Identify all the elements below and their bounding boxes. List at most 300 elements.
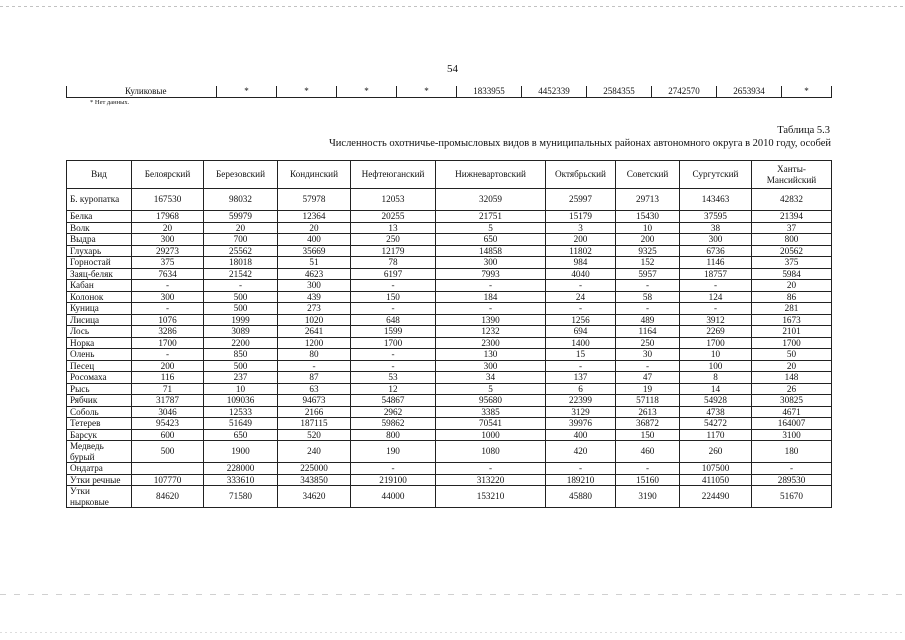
scan-artifact-bottom bbox=[0, 594, 905, 595]
count-cell: 4738 bbox=[680, 406, 752, 418]
count-cell: 273 bbox=[278, 303, 351, 315]
count-cell: 2641 bbox=[278, 326, 351, 338]
count-cell: 500 bbox=[204, 303, 278, 315]
table-row bbox=[67, 429, 832, 441]
count-cell: 400 bbox=[278, 234, 351, 246]
count-cell: 7634 bbox=[132, 268, 204, 280]
count-cell: 300 bbox=[436, 360, 546, 372]
count-cell: 12533 bbox=[204, 406, 278, 418]
table-row bbox=[67, 280, 832, 292]
count-cell: 54928 bbox=[680, 395, 752, 407]
count-cell: 15430 bbox=[616, 211, 680, 223]
count-cell: 130 bbox=[436, 349, 546, 361]
table-row bbox=[67, 257, 832, 269]
count-cell: 71 bbox=[132, 383, 204, 395]
count-cell: - bbox=[546, 360, 616, 372]
count-cell: 150 bbox=[351, 291, 436, 303]
column-header-district: Нефтеюганский bbox=[351, 161, 436, 189]
count-cell: 32059 bbox=[436, 189, 546, 211]
count-cell: 22399 bbox=[546, 395, 616, 407]
count-cell: 51 bbox=[278, 257, 351, 269]
count-cell: 12364 bbox=[278, 211, 351, 223]
count-cell: 411050 bbox=[680, 474, 752, 486]
species-name-cell: Медведь бурый bbox=[67, 441, 132, 463]
count-cell: 648 bbox=[351, 314, 436, 326]
table-row bbox=[67, 486, 832, 508]
count-cell: 1080 bbox=[436, 441, 546, 463]
count-cell: 20 bbox=[752, 360, 832, 372]
count-cell: 107770 bbox=[132, 474, 204, 486]
previous-cell: * bbox=[397, 86, 457, 98]
count-cell: 45880 bbox=[546, 486, 616, 508]
species-name-cell: Олень bbox=[67, 349, 132, 361]
count-cell: 190 bbox=[351, 441, 436, 463]
count-cell: 29273 bbox=[132, 245, 204, 257]
count-cell: 187115 bbox=[278, 418, 351, 430]
table-row bbox=[67, 360, 832, 372]
table-row bbox=[67, 291, 832, 303]
previous-cell: * bbox=[782, 86, 832, 98]
count-cell: - bbox=[680, 280, 752, 292]
count-cell: 15160 bbox=[616, 474, 680, 486]
count-cell: 84620 bbox=[132, 486, 204, 508]
count-cell: 20255 bbox=[351, 211, 436, 223]
count-cell: 1700 bbox=[680, 337, 752, 349]
column-header-district: Белоярский bbox=[132, 161, 204, 189]
count-cell: 21542 bbox=[204, 268, 278, 280]
count-cell: 1900 bbox=[204, 441, 278, 463]
count-cell: 3 bbox=[546, 222, 616, 234]
count-cell: 12 bbox=[351, 383, 436, 395]
count-cell: - bbox=[351, 280, 436, 292]
count-cell: 29713 bbox=[616, 189, 680, 211]
count-cell: 224490 bbox=[680, 486, 752, 508]
count-cell: 124 bbox=[680, 291, 752, 303]
count-cell: 650 bbox=[204, 429, 278, 441]
count-cell: 189210 bbox=[546, 474, 616, 486]
table-title: Численность охотничье-промысловых видов в муниципальных районах автономного округа в 2010 году, особей bbox=[328, 138, 831, 149]
previous-cell: 4452339 bbox=[522, 86, 587, 98]
previous-cell: 1833955 bbox=[457, 86, 522, 98]
count-cell: 44000 bbox=[351, 486, 436, 508]
species-name-cell: Кабан bbox=[67, 280, 132, 292]
count-cell: 137 bbox=[546, 372, 616, 384]
table-row bbox=[67, 222, 832, 234]
table-row bbox=[67, 189, 832, 211]
count-cell: 228000 bbox=[204, 463, 278, 475]
species-population-table bbox=[66, 160, 832, 508]
count-cell: 4623 bbox=[278, 268, 351, 280]
table-row bbox=[67, 349, 832, 361]
count-cell: - bbox=[436, 463, 546, 475]
count-cell: 86 bbox=[752, 291, 832, 303]
count-cell: 25562 bbox=[204, 245, 278, 257]
count-cell: - bbox=[204, 280, 278, 292]
table-row bbox=[67, 463, 832, 475]
count-cell: 1000 bbox=[436, 429, 546, 441]
count-cell: 5 bbox=[436, 383, 546, 395]
count-cell: 200 bbox=[132, 360, 204, 372]
count-cell: 1200 bbox=[278, 337, 351, 349]
count-cell: 57118 bbox=[616, 395, 680, 407]
count-cell: - bbox=[546, 303, 616, 315]
count-cell: 1170 bbox=[680, 429, 752, 441]
scan-artifact-top bbox=[0, 6, 905, 7]
table-row bbox=[67, 314, 832, 326]
count-cell: 300 bbox=[278, 280, 351, 292]
count-cell: 18018 bbox=[204, 257, 278, 269]
count-cell: 50 bbox=[752, 349, 832, 361]
species-name-cell: Барсук bbox=[67, 429, 132, 441]
count-cell: 94673 bbox=[278, 395, 351, 407]
count-cell bbox=[132, 463, 204, 475]
previous-cell: * bbox=[277, 86, 337, 98]
count-cell: 53 bbox=[351, 372, 436, 384]
count-cell: 5984 bbox=[752, 268, 832, 280]
count-cell: 200 bbox=[616, 234, 680, 246]
count-cell: 167530 bbox=[132, 189, 204, 211]
count-cell: 850 bbox=[204, 349, 278, 361]
count-cell: 164007 bbox=[752, 418, 832, 430]
count-cell: 1390 bbox=[436, 314, 546, 326]
count-cell: 21394 bbox=[752, 211, 832, 223]
count-cell: 289530 bbox=[752, 474, 832, 486]
count-cell: 95423 bbox=[132, 418, 204, 430]
column-header-district: Березовский bbox=[204, 161, 278, 189]
count-cell: 34620 bbox=[278, 486, 351, 508]
scan-artifact-bottom-edge bbox=[0, 632, 905, 633]
count-cell: 109036 bbox=[204, 395, 278, 407]
count-cell: 7993 bbox=[436, 268, 546, 280]
count-cell: 260 bbox=[680, 441, 752, 463]
table-body bbox=[67, 189, 832, 508]
species-name-cell: Рябчик bbox=[67, 395, 132, 407]
previous-cell: * bbox=[337, 86, 397, 98]
count-cell: 10 bbox=[616, 222, 680, 234]
count-cell: 20 bbox=[278, 222, 351, 234]
count-cell: 10 bbox=[680, 349, 752, 361]
table-row bbox=[67, 211, 832, 223]
count-cell: 39976 bbox=[546, 418, 616, 430]
count-cell: 4040 bbox=[546, 268, 616, 280]
count-cell: 152 bbox=[616, 257, 680, 269]
count-cell: 694 bbox=[546, 326, 616, 338]
count-cell: 14858 bbox=[436, 245, 546, 257]
count-cell: 375 bbox=[752, 257, 832, 269]
count-cell: 3912 bbox=[680, 314, 752, 326]
count-cell: - bbox=[616, 463, 680, 475]
table-row bbox=[67, 474, 832, 486]
count-cell: 78 bbox=[351, 257, 436, 269]
count-cell: 1599 bbox=[351, 326, 436, 338]
count-cell: - bbox=[132, 349, 204, 361]
species-name-cell: Тетерев bbox=[67, 418, 132, 430]
count-cell: 2962 bbox=[351, 406, 436, 418]
count-cell: 300 bbox=[436, 257, 546, 269]
count-cell: - bbox=[616, 360, 680, 372]
count-cell: 63 bbox=[278, 383, 351, 395]
count-cell: 420 bbox=[546, 441, 616, 463]
count-cell: - bbox=[351, 463, 436, 475]
count-cell: - bbox=[351, 360, 436, 372]
table-row bbox=[67, 372, 832, 384]
count-cell: 15 bbox=[546, 349, 616, 361]
count-cell: 250 bbox=[616, 337, 680, 349]
table-header-row bbox=[67, 161, 832, 189]
count-cell: 520 bbox=[278, 429, 351, 441]
count-cell: 153210 bbox=[436, 486, 546, 508]
count-cell: 225000 bbox=[278, 463, 351, 475]
table-row bbox=[67, 418, 832, 430]
species-name-cell: Норка bbox=[67, 337, 132, 349]
count-cell: 150 bbox=[616, 429, 680, 441]
count-cell: - bbox=[132, 303, 204, 315]
count-cell: 1164 bbox=[616, 326, 680, 338]
species-name-cell: Горностай bbox=[67, 257, 132, 269]
count-cell: - bbox=[351, 349, 436, 361]
count-cell: 9325 bbox=[616, 245, 680, 257]
species-name-cell: Лисица bbox=[67, 314, 132, 326]
count-cell: 1146 bbox=[680, 257, 752, 269]
count-cell: 1999 bbox=[204, 314, 278, 326]
column-header-district: Нижневартовский bbox=[436, 161, 546, 189]
count-cell: 24 bbox=[546, 291, 616, 303]
count-cell: 1700 bbox=[351, 337, 436, 349]
column-header-district: Ханты-Мансийский bbox=[752, 161, 832, 189]
count-cell: 100 bbox=[680, 360, 752, 372]
count-cell: - bbox=[680, 303, 752, 315]
species-name-cell: Утки речные bbox=[67, 474, 132, 486]
count-cell: 489 bbox=[616, 314, 680, 326]
page-number: 54 bbox=[447, 63, 458, 75]
count-cell: 20 bbox=[132, 222, 204, 234]
count-cell: 1700 bbox=[132, 337, 204, 349]
table-number: Таблица 5.3 bbox=[777, 125, 830, 136]
species-name-cell: Куница bbox=[67, 303, 132, 315]
previous-cell: * bbox=[217, 86, 277, 98]
table-row bbox=[67, 441, 832, 463]
count-cell: 15179 bbox=[546, 211, 616, 223]
previous-cell: 2742570 bbox=[652, 86, 717, 98]
table-row bbox=[67, 406, 832, 418]
count-cell: 30 bbox=[616, 349, 680, 361]
count-cell: 35669 bbox=[278, 245, 351, 257]
table-row bbox=[67, 234, 832, 246]
count-cell: 38 bbox=[680, 222, 752, 234]
species-name-cell: Лось bbox=[67, 326, 132, 338]
count-cell: 500 bbox=[204, 291, 278, 303]
count-cell: 148 bbox=[752, 372, 832, 384]
count-cell: 19 bbox=[616, 383, 680, 395]
count-cell: 313220 bbox=[436, 474, 546, 486]
count-cell: 47 bbox=[616, 372, 680, 384]
count-cell: 71580 bbox=[204, 486, 278, 508]
count-cell: 1700 bbox=[752, 337, 832, 349]
footnote: * Нет данных. bbox=[90, 99, 130, 106]
species-name-cell: Глухарь bbox=[67, 245, 132, 257]
count-cell: 6 bbox=[546, 383, 616, 395]
count-cell: 8 bbox=[680, 372, 752, 384]
count-cell: 87 bbox=[278, 372, 351, 384]
count-cell: 219100 bbox=[351, 474, 436, 486]
count-cell: - bbox=[351, 303, 436, 315]
count-cell: 70541 bbox=[436, 418, 546, 430]
count-cell: 20562 bbox=[752, 245, 832, 257]
count-cell: 51670 bbox=[752, 486, 832, 508]
count-cell: 3046 bbox=[132, 406, 204, 418]
previous-cell: 2584355 bbox=[587, 86, 652, 98]
count-cell: 3385 bbox=[436, 406, 546, 418]
count-cell: 5 bbox=[436, 222, 546, 234]
count-cell: - bbox=[546, 463, 616, 475]
count-cell: 143463 bbox=[680, 189, 752, 211]
count-cell: 37 bbox=[752, 222, 832, 234]
count-cell: 1673 bbox=[752, 314, 832, 326]
count-cell: 180 bbox=[752, 441, 832, 463]
count-cell: 6736 bbox=[680, 245, 752, 257]
count-cell: 10 bbox=[204, 383, 278, 395]
count-cell: 375 bbox=[132, 257, 204, 269]
column-header-district: Кондинский bbox=[278, 161, 351, 189]
count-cell: 5957 bbox=[616, 268, 680, 280]
table-row bbox=[67, 303, 832, 315]
species-name-cell: Выдра bbox=[67, 234, 132, 246]
count-cell: 30825 bbox=[752, 395, 832, 407]
count-cell: - bbox=[278, 360, 351, 372]
count-cell: 59862 bbox=[351, 418, 436, 430]
count-cell: 3089 bbox=[204, 326, 278, 338]
count-cell: 4671 bbox=[752, 406, 832, 418]
species-name-cell: Белка bbox=[67, 211, 132, 223]
species-name-cell: Утки нырковые bbox=[67, 486, 132, 508]
count-cell: 2269 bbox=[680, 326, 752, 338]
count-cell: 107500 bbox=[680, 463, 752, 475]
count-cell: 300 bbox=[680, 234, 752, 246]
count-cell: 1076 bbox=[132, 314, 204, 326]
species-name-cell: Песец bbox=[67, 360, 132, 372]
count-cell: 80 bbox=[278, 349, 351, 361]
count-cell: 2166 bbox=[278, 406, 351, 418]
count-cell: - bbox=[436, 303, 546, 315]
count-cell: 800 bbox=[752, 234, 832, 246]
species-name-cell: Росомаха bbox=[67, 372, 132, 384]
count-cell: 2613 bbox=[616, 406, 680, 418]
species-name-cell: Колонок bbox=[67, 291, 132, 303]
count-cell: 800 bbox=[351, 429, 436, 441]
count-cell: 2300 bbox=[436, 337, 546, 349]
count-cell: 3100 bbox=[752, 429, 832, 441]
count-cell: 12179 bbox=[351, 245, 436, 257]
table-row bbox=[67, 326, 832, 338]
count-cell: 300 bbox=[132, 234, 204, 246]
count-cell: 26 bbox=[752, 383, 832, 395]
species-name-cell: Б. куропатка bbox=[67, 189, 132, 211]
count-cell: 34 bbox=[436, 372, 546, 384]
count-cell: 343850 bbox=[278, 474, 351, 486]
count-cell: 17968 bbox=[132, 211, 204, 223]
table-row bbox=[67, 383, 832, 395]
count-cell: 13 bbox=[351, 222, 436, 234]
count-cell: 184 bbox=[436, 291, 546, 303]
count-cell: 95680 bbox=[436, 395, 546, 407]
count-cell: 12053 bbox=[351, 189, 436, 211]
count-cell: - bbox=[752, 463, 832, 475]
species-name-cell: Соболь bbox=[67, 406, 132, 418]
table-row bbox=[67, 268, 832, 280]
count-cell: 600 bbox=[132, 429, 204, 441]
count-cell: 333610 bbox=[204, 474, 278, 486]
column-header-district: Советский bbox=[616, 161, 680, 189]
count-cell: 400 bbox=[546, 429, 616, 441]
count-cell: 3190 bbox=[616, 486, 680, 508]
count-cell: 37595 bbox=[680, 211, 752, 223]
previous-table-fragment bbox=[66, 86, 832, 98]
count-cell: 460 bbox=[616, 441, 680, 463]
count-cell: 20 bbox=[204, 222, 278, 234]
count-cell: 1400 bbox=[546, 337, 616, 349]
count-cell: 3129 bbox=[546, 406, 616, 418]
count-cell: - bbox=[616, 280, 680, 292]
count-cell: 200 bbox=[546, 234, 616, 246]
column-header-species: Вид bbox=[67, 161, 132, 189]
count-cell: 6197 bbox=[351, 268, 436, 280]
species-name-cell: Заяц-беляк bbox=[67, 268, 132, 280]
count-cell: 116 bbox=[132, 372, 204, 384]
count-cell: 20 bbox=[752, 280, 832, 292]
count-cell: 31787 bbox=[132, 395, 204, 407]
count-cell: 57978 bbox=[278, 189, 351, 211]
table-row bbox=[67, 245, 832, 257]
table-row bbox=[67, 395, 832, 407]
count-cell: 98032 bbox=[204, 189, 278, 211]
count-cell: 300 bbox=[132, 291, 204, 303]
species-name-cell: Ондатра bbox=[67, 463, 132, 475]
count-cell: 21751 bbox=[436, 211, 546, 223]
count-cell: 54867 bbox=[351, 395, 436, 407]
count-cell: 281 bbox=[752, 303, 832, 315]
count-cell: 42832 bbox=[752, 189, 832, 211]
count-cell: 25997 bbox=[546, 189, 616, 211]
count-cell: 36872 bbox=[616, 418, 680, 430]
count-cell: 18757 bbox=[680, 268, 752, 280]
table-row bbox=[67, 337, 832, 349]
previous-cell: 2653934 bbox=[717, 86, 782, 98]
count-cell: 14 bbox=[680, 383, 752, 395]
count-cell: 2101 bbox=[752, 326, 832, 338]
count-cell: 1232 bbox=[436, 326, 546, 338]
column-header-district: Октябрьский bbox=[546, 161, 616, 189]
count-cell: 58 bbox=[616, 291, 680, 303]
previous-row-label: Куликовые bbox=[67, 86, 217, 98]
count-cell: 250 bbox=[351, 234, 436, 246]
count-cell: - bbox=[436, 280, 546, 292]
count-cell: 3286 bbox=[132, 326, 204, 338]
previous-table-row bbox=[67, 86, 832, 98]
count-cell: 700 bbox=[204, 234, 278, 246]
species-name-cell: Рысь bbox=[67, 383, 132, 395]
count-cell: 650 bbox=[436, 234, 546, 246]
count-cell: 237 bbox=[204, 372, 278, 384]
count-cell: 54272 bbox=[680, 418, 752, 430]
column-header-district: Сургутский bbox=[680, 161, 752, 189]
count-cell: 11802 bbox=[546, 245, 616, 257]
count-cell: 240 bbox=[278, 441, 351, 463]
count-cell: 2200 bbox=[204, 337, 278, 349]
species-name-cell: Волк bbox=[67, 222, 132, 234]
count-cell: 439 bbox=[278, 291, 351, 303]
count-cell: 1020 bbox=[278, 314, 351, 326]
count-cell: 51649 bbox=[204, 418, 278, 430]
